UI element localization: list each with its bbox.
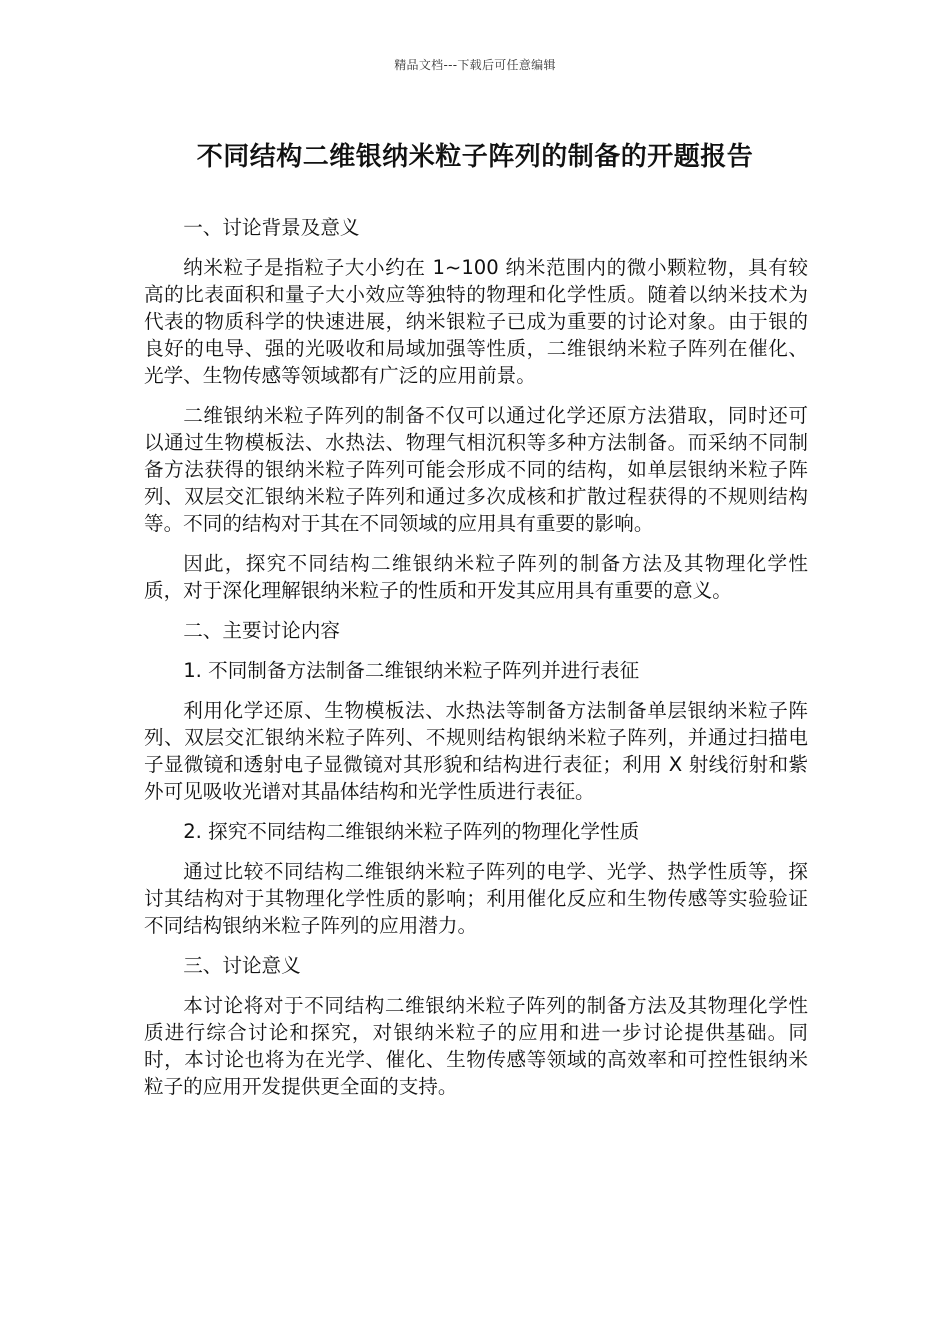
paragraph-significance: 本讨论将对于不同结构二维银纳米粒子阵列的制备方法及其物理化学性质进行综合讨论和探究，对银纳米粒子的应用和进一步讨论提供基础。同时，本讨论也将为在光学、催化、生物传感等领域的高效率和可控性银纳米粒子的应用开发提供更全面的支持。	[144, 994, 808, 1098]
section-heading-content: 二、主要讨论内容	[183, 619, 340, 642]
header-note: 精品文档---下载后可任意编辑	[394, 58, 556, 72]
paragraph-background-1: 纳米粒子是指粒子大小约在 1~100 纳米范围内的微小颗粒物，具有较高的比表面积和量子大小效应等独特的物理和化学性质。随着以纳米技术为代表的物质科学的快速进展，纳米银粒子已成为重要的讨论对象。由于银的良好的电导、强的光吸收和局域加强等性质，二维银纳米粒子阵列在催化、光学、生物传感等领域都有广泛的应用前景。	[144, 256, 808, 387]
section-heading-background: 一、讨论背景及意义	[183, 216, 360, 239]
subheading-properties: 2. 探究不同结构二维银纳米粒子阵列的物理化学性质	[183, 820, 640, 843]
document-title: 不同结构二维银纳米粒子阵列的制备的开题报告	[196, 142, 754, 172]
document-body	[144, 214, 808, 1113]
paragraph-background-3: 因此，探究不同结构二维银纳米粒子阵列的制备方法及其物理化学性质，对于深化理解银纳米粒子的性质和开发其应用具有重要的意义。	[144, 552, 808, 602]
section-heading-significance: 三、讨论意义	[183, 954, 301, 977]
paragraph-properties: 通过比较不同结构二维银纳米粒子阵列的电学、光学、热学性质等，探讨其结构对于其物理化学性质的影响；利用催化反应和生物传感等实验验证不同结构银纳米粒子阵列的应用潜力。	[144, 860, 808, 937]
paragraph-background-2: 二维银纳米粒子阵列的制备不仅可以通过化学还原方法猎取，同时还可以通过生物模板法、水热法、物理气相沉积等多种方法制备。而采纳不同制备方法获得的银纳米粒子阵列可能会形成不同的结构，如单层银纳米粒子阵列、双层交汇银纳米粒子阵列和通过多次成核和扩散过程获得的不规则结构等。不同的结构对于其在不同领域的应用具有重要的影响。	[144, 404, 808, 535]
subheading-preparation: 1. 不同制备方法制备二维银纳米粒子阵列并进行表征	[183, 659, 640, 682]
paragraph-preparation: 利用化学还原、生物模板法、水热法等制备方法制备单层银纳米粒子阵列、双层交汇银纳米粒子阵列、不规则结构银纳米粒子阵列，并通过扫描电子显微镜和透射电子显微镜对其形貌和结构进行表征；利用 X 射线衍射和紫外可见吸收光谱对其晶体结构和光学性质进行表征。	[144, 699, 808, 803]
